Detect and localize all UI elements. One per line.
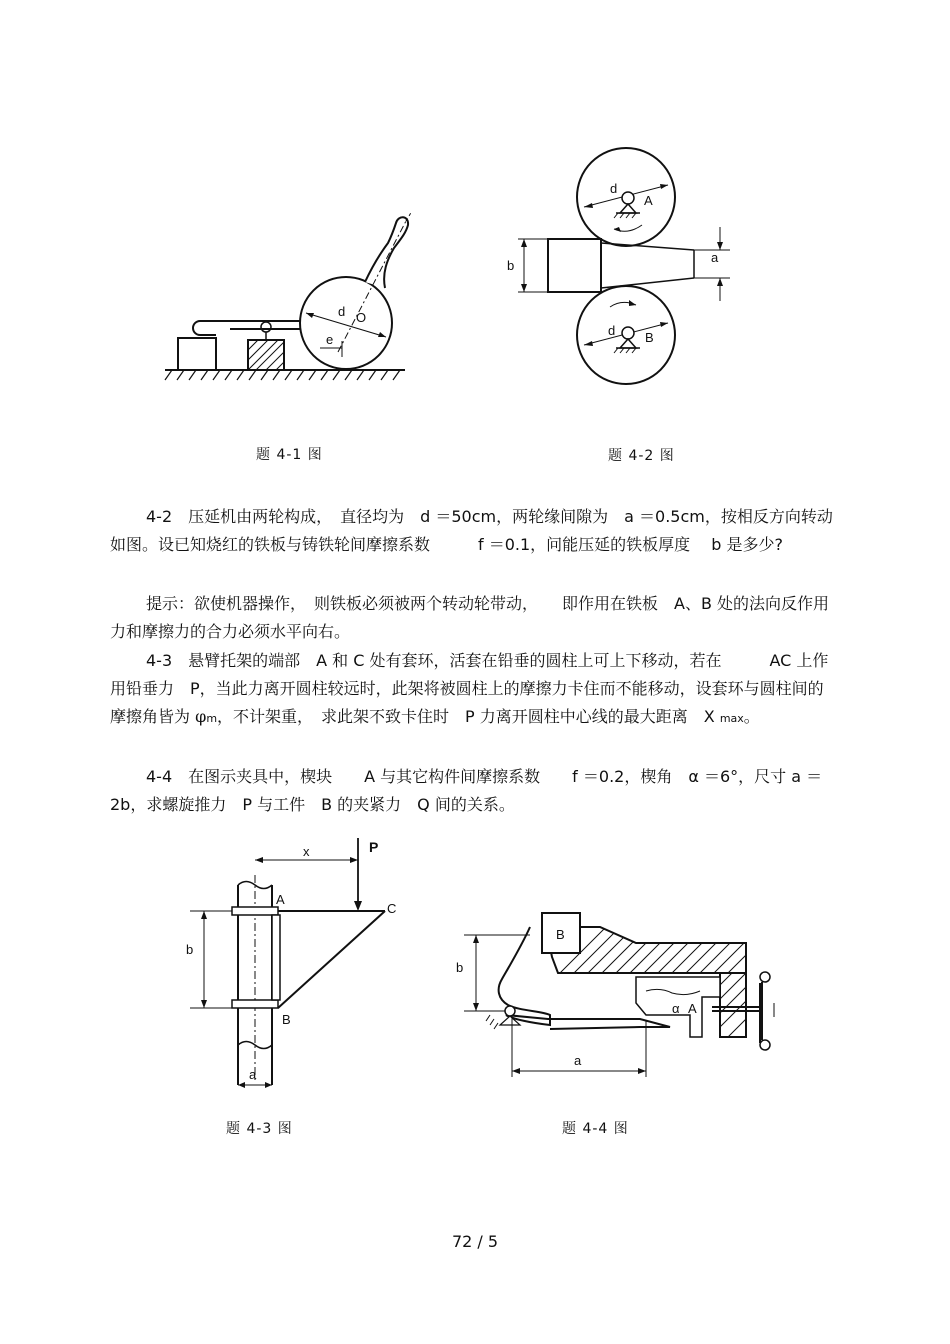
caption-fig-4-4: 题 4-4 图	[562, 1121, 629, 1137]
fig42-label-a-top: A	[644, 193, 653, 208]
phi-symbol: φ	[195, 707, 207, 726]
xmax-subscript: max	[719, 712, 744, 725]
figure-4-3	[180, 830, 410, 1090]
phi-subscript: m	[206, 712, 218, 725]
fig41-label-e: e	[326, 332, 334, 347]
problem-4-3-body-a: 4-3 悬臂托架的端部 A 和 C 处有套环，活套在铅垂的圆柱上可上下移动，若在 AC 上作用铅垂力 P，当此力离开圆柱较远时，此架将被圆柱上的摩擦力卡住而不能移动，设套环与圆柱间的摩擦角皆为	[110, 651, 829, 726]
problem-4-4-body: 4-4 在图示夹具中，楔块 A 与其它构件间摩擦系数 f ＝0.2，楔角 α ＝6°，尺寸 a ＝2b，求螺旋推力 P 与工件 B 的夹紧力 Q 间的关系。	[110, 767, 823, 814]
fig42-label-a-gap: a	[711, 250, 719, 265]
problem-4-2-hint-body: 提示：欲使机器操作， 则铁板必须被两个转动轮带动， 即作用在铁板 A、B 处的法向反作用力和摩擦力的合力必须水平向右。	[110, 594, 830, 641]
caption-fig-4-3: 题 4-3 图	[226, 1121, 293, 1137]
fig43-label-x: x	[303, 844, 310, 859]
fig43-label-a: a	[249, 1067, 257, 1082]
fig44-label-b-block: B	[556, 927, 565, 942]
problem-4-3-end: 。	[743, 707, 760, 726]
fig41-label-d: d	[338, 304, 346, 319]
fig44-label-b: b	[456, 960, 464, 975]
figure-4-1	[160, 205, 420, 390]
figure-4-2	[498, 145, 748, 390]
caption-fig-4-2: 题 4-2 图	[608, 448, 675, 464]
fig43-label-b-point: B	[282, 1012, 291, 1027]
problem-4-2-hint	[110, 590, 835, 646]
problem-4-2-body: 4-2 压延机由两轮构成， 直径均为 d ＝50cm，两轮缘间隙为 a ＝0.5cm，按相反方向转动如图。设已知烧红的铁板与铸铁轮间摩擦系数 f ＝0.1，问能压延的铁板厚度 b 是多少?	[110, 507, 833, 554]
fig42-label-b-wheel: B	[645, 330, 654, 345]
fig44-label-a: a	[574, 1053, 582, 1068]
fig44-label-a-wedge: A	[688, 1001, 697, 1016]
fig43-label-p: P	[369, 839, 379, 855]
fig43-label-a-point: A	[276, 892, 285, 907]
problem-4-3-body-b: ，不计架重， 求此架不致卡住时 P 力离开圆柱中心线的最大距离 X	[217, 707, 715, 726]
fig42-label-d-bottom: d	[608, 323, 616, 338]
fig43-label-c: C	[387, 901, 397, 916]
page-number: 72 / 5	[451, 1232, 499, 1251]
figure-4-4	[450, 905, 780, 1085]
caption-fig-4-1: 题 4-1 图	[256, 447, 323, 463]
fig42-label-b: b	[507, 258, 515, 273]
problem-4-2-text	[110, 503, 835, 559]
problem-4-4-text	[110, 763, 835, 819]
fig44-label-alpha: α	[672, 1001, 680, 1016]
fig41-label-o: O	[356, 310, 367, 325]
problem-4-3-text	[110, 647, 835, 733]
fig42-label-d-top: d	[610, 181, 618, 196]
fig43-label-b: b	[186, 942, 194, 957]
